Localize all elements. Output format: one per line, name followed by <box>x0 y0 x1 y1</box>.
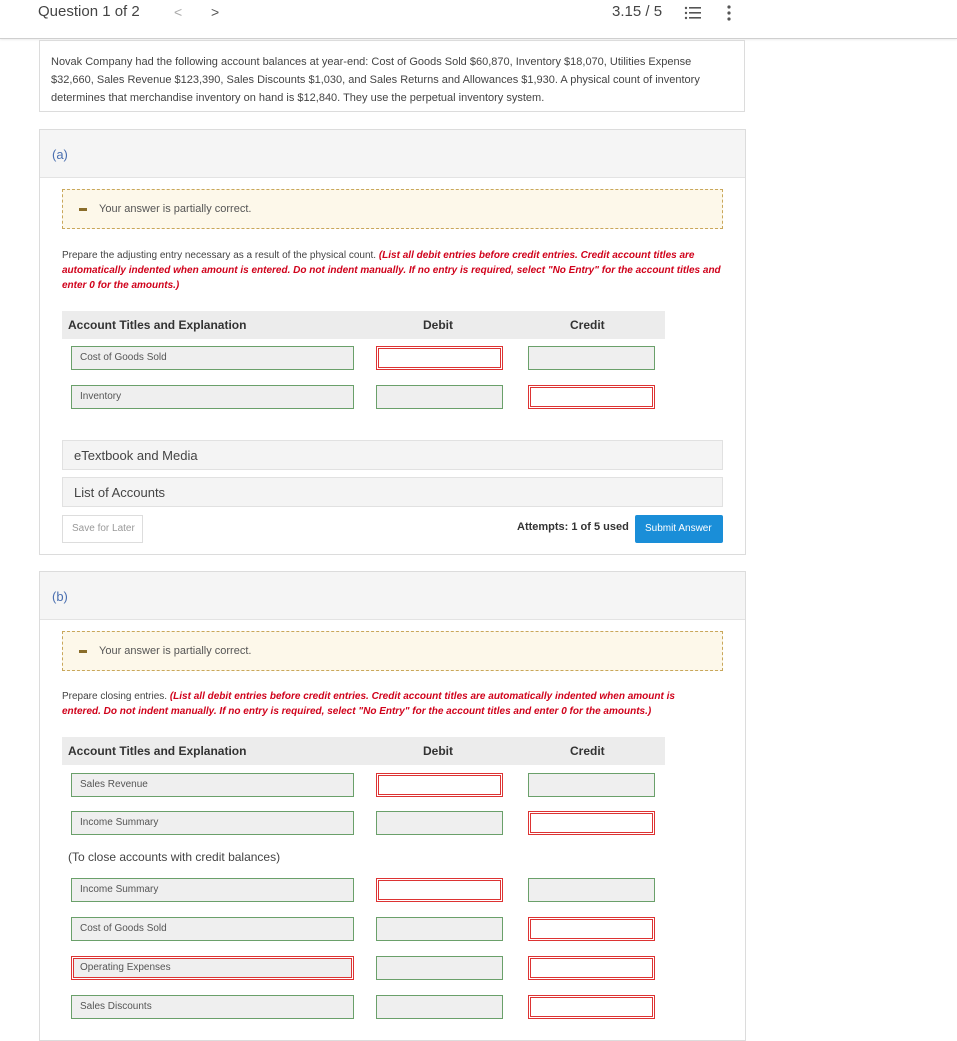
submit-answer-button[interactable]: Submit Answer <box>635 515 723 543</box>
part-a-instr-plain: Prepare the adjusting entry necessary as a result of the physical count. <box>62 250 379 261</box>
credit-input[interactable] <box>528 956 655 980</box>
part-b-table-header <box>62 737 665 765</box>
account-select[interactable]: Sales Discounts <box>71 995 354 1019</box>
account-select[interactable]: Income Summary <box>71 878 354 902</box>
debit-input[interactable] <box>376 995 503 1019</box>
part-a-notice-text: Your answer is partially correct. <box>99 203 252 215</box>
credit-column-header: Credit <box>570 744 605 758</box>
credit-column-header: Credit <box>570 318 605 332</box>
credit-input[interactable] <box>528 346 655 370</box>
credit-input[interactable] <box>528 995 655 1019</box>
part-b-instr-red: (List all debit entries before credit entries. Credit account titles are automatically indented when amount is entered. Do not indent manually. If no entry is required, select "No Entry" for the account titles and enter 0 for the amounts.) <box>62 691 675 717</box>
debit-input[interactable] <box>376 346 503 370</box>
top-bar <box>0 0 957 39</box>
partial-indicator-icon <box>79 208 87 211</box>
credit-input[interactable] <box>528 385 655 409</box>
account-select[interactable]: Inventory <box>71 385 354 409</box>
part-b-header <box>40 572 745 620</box>
credit-input[interactable] <box>528 878 655 902</box>
part-b-notice-text: Your answer is partially correct. <box>99 645 252 657</box>
part-a-instructions <box>62 248 726 293</box>
account-column-header: Account Titles and Explanation <box>68 318 247 332</box>
debit-input[interactable] <box>376 878 503 902</box>
credit-input[interactable] <box>528 773 655 797</box>
next-question-button[interactable]: > <box>211 4 220 20</box>
account-select[interactable]: Sales Revenue <box>71 773 354 797</box>
debit-input[interactable] <box>376 917 503 941</box>
part-b-label: (b) <box>52 589 68 604</box>
more-options-icon[interactable] <box>726 4 732 22</box>
credit-input[interactable] <box>528 811 655 835</box>
credit-input[interactable] <box>528 917 655 941</box>
debit-input[interactable] <box>376 956 503 980</box>
attempts-counter: Attempts: 1 of 5 used <box>517 521 629 533</box>
debit-column-header: Debit <box>423 318 453 332</box>
score: 3.15 / 5 <box>612 3 663 20</box>
account-select[interactable]: Cost of Goods Sold <box>71 346 354 370</box>
part-a-table-header <box>62 311 665 339</box>
etextbook-link[interactable]: eTextbook and Media <box>62 440 723 470</box>
part-a-label: (a) <box>52 147 68 162</box>
problem-statement: Novak Company had the following account balances at year-end: Cost of Goods Sold $60,870, Inventory $18,070, Utilities Expense $32,660, Sales Revenue $123,390, Sales Discounts $1,030, and Sales Returns and Allowances $1,930. A physical count of inventory determines that merchandise inventory on hand is $12,840. They use the perpetual inventory system. <box>39 40 745 112</box>
debit-input[interactable] <box>376 385 503 409</box>
question-list-icon[interactable] <box>684 5 702 21</box>
account-column-header: Account Titles and Explanation <box>68 744 247 758</box>
debit-input[interactable] <box>376 773 503 797</box>
account-select[interactable]: Cost of Goods Sold <box>71 917 354 941</box>
account-select[interactable]: Income Summary <box>71 811 354 835</box>
debit-input[interactable] <box>376 811 503 835</box>
question-label: Question 1 of 2 <box>38 3 140 20</box>
part-b-instructions <box>62 689 702 719</box>
part-a-notice <box>62 189 723 229</box>
save-for-later-button[interactable]: Save for Later <box>62 515 143 543</box>
partial-indicator-icon <box>79 650 87 653</box>
part-a-header <box>40 130 745 178</box>
account-select[interactable]: Operating Expenses <box>71 956 354 980</box>
part-b-notice <box>62 631 723 671</box>
part-b-instr-plain: Prepare closing entries. <box>62 691 170 702</box>
closing-note: (To close accounts with credit balances) <box>68 850 281 864</box>
list-of-accounts-link[interactable]: List of Accounts <box>62 477 723 507</box>
prev-question-button[interactable]: < <box>174 4 183 20</box>
debit-column-header: Debit <box>423 744 453 758</box>
part-a-instr-red: (List all debit entries before credit entries. Credit account titles are automatically indented when amount is entered. Do not indent manually. If no entry is required, select "No Entry" for the account titles and enter 0 for the amounts.) <box>62 250 721 291</box>
